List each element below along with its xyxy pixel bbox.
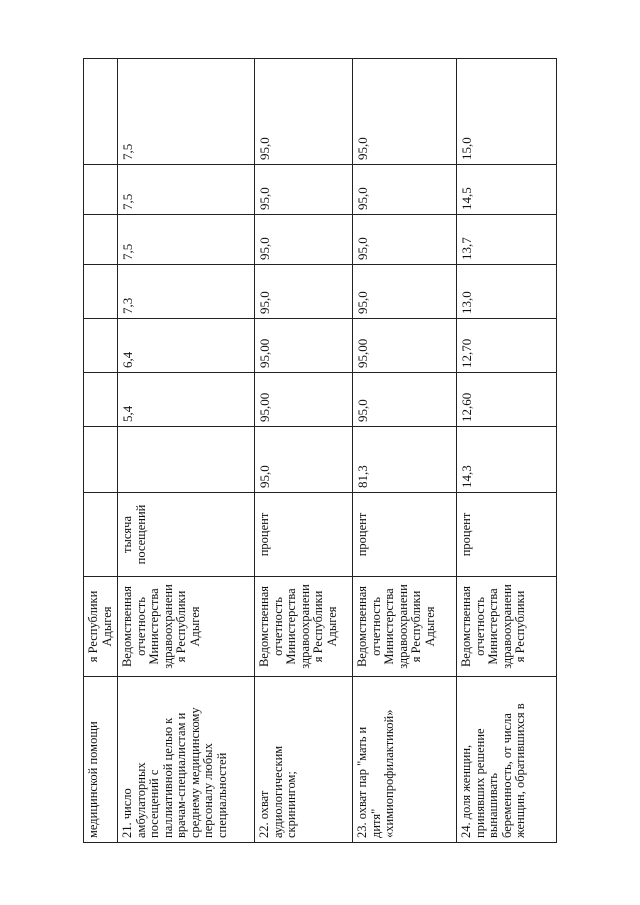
value-cell: 95,0 xyxy=(255,59,353,165)
unit-cell xyxy=(84,493,118,577)
source-cell: Ведомственная отчетность Министерства здравоохранени я Республики Адыгея xyxy=(255,577,353,677)
value-cell: 81,3 xyxy=(353,427,457,493)
value-cell: 95,00 xyxy=(255,373,353,427)
indicator-name-cell: медицинской помощи xyxy=(84,677,118,843)
source-cell: Ведомственная отчетность Министерства здравоохранени я Республики Адыгея xyxy=(353,577,457,677)
value-cell xyxy=(84,165,118,215)
source-cell: Ведомственная отчетность Министерства здравоохранени я Республики Адыгея xyxy=(118,577,255,677)
indicator-name-cell: 22. охват аудиологическим скринингом; xyxy=(255,677,353,843)
value-cell: 95,0 xyxy=(353,373,457,427)
value-cell: 95,0 xyxy=(255,265,353,319)
unit-cell: процент xyxy=(457,493,557,577)
value-cell xyxy=(84,59,118,165)
value-cell: 5,4 xyxy=(118,373,255,427)
value-cell: 95,0 xyxy=(255,215,353,265)
table-row xyxy=(457,59,557,843)
value-cell xyxy=(84,265,118,319)
table-row xyxy=(84,59,118,843)
unit-cell: процент xyxy=(255,493,353,577)
indicator-name-cell: 23. охват пар "мать и дитя" «химиопрофилактикой» xyxy=(353,677,457,843)
value-cell: 7,5 xyxy=(118,59,255,165)
value-cell: 7,5 xyxy=(118,215,255,265)
value-cell: 95,0 xyxy=(255,427,353,493)
value-cell: 95,00 xyxy=(255,319,353,373)
value-cell: 15,0 xyxy=(457,59,557,165)
table-row xyxy=(255,59,353,843)
indicators-table xyxy=(83,58,557,843)
value-cell: 95,0 xyxy=(255,165,353,215)
value-cell: 95,0 xyxy=(353,215,457,265)
value-cell: 7,3 xyxy=(118,265,255,319)
value-cell: 12,70 xyxy=(457,319,557,373)
value-cell xyxy=(84,319,118,373)
value-cell xyxy=(118,427,255,493)
value-cell: 95,0 xyxy=(353,165,457,215)
value-cell: 14,3 xyxy=(457,427,557,493)
source-cell: Ведомственная отчетность Министерства здравоохранени я Республики xyxy=(457,577,557,677)
indicator-name-cell: 24. доля женщин, принявших решение вынашивать беременность, от числа женщин, обратившихся в xyxy=(457,677,557,843)
value-cell: 95,0 xyxy=(353,265,457,319)
value-cell xyxy=(84,373,118,427)
value-cell: 14,5 xyxy=(457,165,557,215)
value-cell: 7,5 xyxy=(118,165,255,215)
value-cell: 6,4 xyxy=(118,319,255,373)
rotated-table-frame xyxy=(83,59,555,843)
value-cell: 12,60 xyxy=(457,373,557,427)
value-cell: 13,0 xyxy=(457,265,557,319)
source-cell: я Республики Адыгея xyxy=(84,577,118,677)
value-cell: 13,7 xyxy=(457,215,557,265)
value-cell: 95,0 xyxy=(353,59,457,165)
value-cell: 95,00 xyxy=(353,319,457,373)
indicator-name-cell: 21. число амбулаторных посещений с паллиативной целью к врачам-специалистам и среднему медицинскому персоналу любых специальностей xyxy=(118,677,255,843)
unit-cell: тысяча посещений xyxy=(118,493,255,577)
value-cell xyxy=(84,215,118,265)
table-row xyxy=(353,59,457,843)
value-cell xyxy=(84,427,118,493)
unit-cell: процент xyxy=(353,493,457,577)
table-row xyxy=(118,59,255,843)
